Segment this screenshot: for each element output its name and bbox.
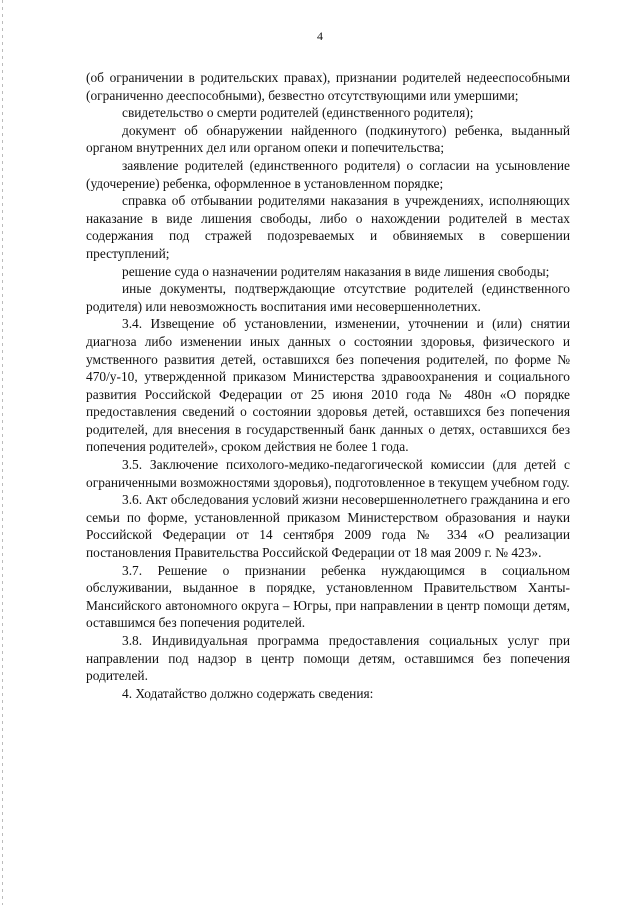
paragraph: заявление родителей (единственного родителя) о согласии на усыновление (удочерение) ребенка, оформленное в установленном порядке; xyxy=(86,157,570,191)
scan-edge-line xyxy=(2,0,3,905)
paragraph: решение суда о назначении родителям наказания в виде лишения свободы; xyxy=(122,263,550,279)
paragraph: 3.8. Индивидуальная программа предоставления социальных услуг при направлении под надзор в центр помощи детям, оставшимся без попечения родителей. xyxy=(86,633,570,684)
document-body xyxy=(86,69,570,702)
paragraph: 3.6. Акт обследования условий жизни несовершеннолетнего гражданина и его семьи по форме, установленной приказом Министерством образования и науки Российской Федерации от 14 сентября 2009 года № 334 «О реализации постановления Правительства Российской Федерации от 18 мая 2009 г. № 423». xyxy=(86,492,570,561)
paragraph: документ об обнаружении найденного (подкинутого) ребенка, выданный органом внутренних дел или органом опеки и попечительства; xyxy=(86,122,570,156)
page-number: 4 xyxy=(317,29,323,43)
paragraph: 3.4. Извещение об установлении, изменении, уточнении и (или) снятии диагноза либо изменении иных данных о состоянии здоровья, физического и умственного развития детей, оставшихся без попечения родителей, по форме № 470/у-10, утвержденной приказом Министерства здравоохранения и социального развития Российской Федерации от 25 июня 2010 года № 480н «О порядке предоставления сведений о состоянии здоровья детей, оставшихся без попечения родителей, для внесения в государственный банк данных о детях, оставшихся без попечения родителей», сроком действия не более 1 года. xyxy=(86,316,570,455)
paragraph: свидетельство о смерти родителей (единственного родителя); xyxy=(122,105,474,121)
paragraph: (об ограничении в родительских правах), признании родителей недееспособными (ограниченно дееспособными), безвестно отсутствующими или умершими; xyxy=(86,70,570,103)
paragraph: 3.5. Заключение психолого-медико-педагогической комиссии (для детей с ограниченными возможностями здоровья), подготовленное в текущем учебном году. xyxy=(86,457,570,490)
paragraph: справка об отбывании родителями наказания в учреждениях, исполняющих наказание в виде лишения свободы, либо о нахождении родителей в местах содержания под стражей подозреваемых и обвиняемых в совершении преступлений; xyxy=(86,193,570,261)
paragraph: иные документы, подтверждающие отсутствие родителей (единственного родителя) или невозможность воспитания ими несовершеннолетних. xyxy=(86,281,570,314)
paragraph: 4. Ходатайство должно содержать сведения: xyxy=(122,685,374,701)
paragraph: 3.7. Решение о признании ребенка нуждающимся в социальном обслуживании, выданное в порядке, установленном Правительством Ханты-Мансийского автономного округа – Югры, при направлении в центр помощи детям, оставшимся без попечения родителей. xyxy=(86,562,570,631)
